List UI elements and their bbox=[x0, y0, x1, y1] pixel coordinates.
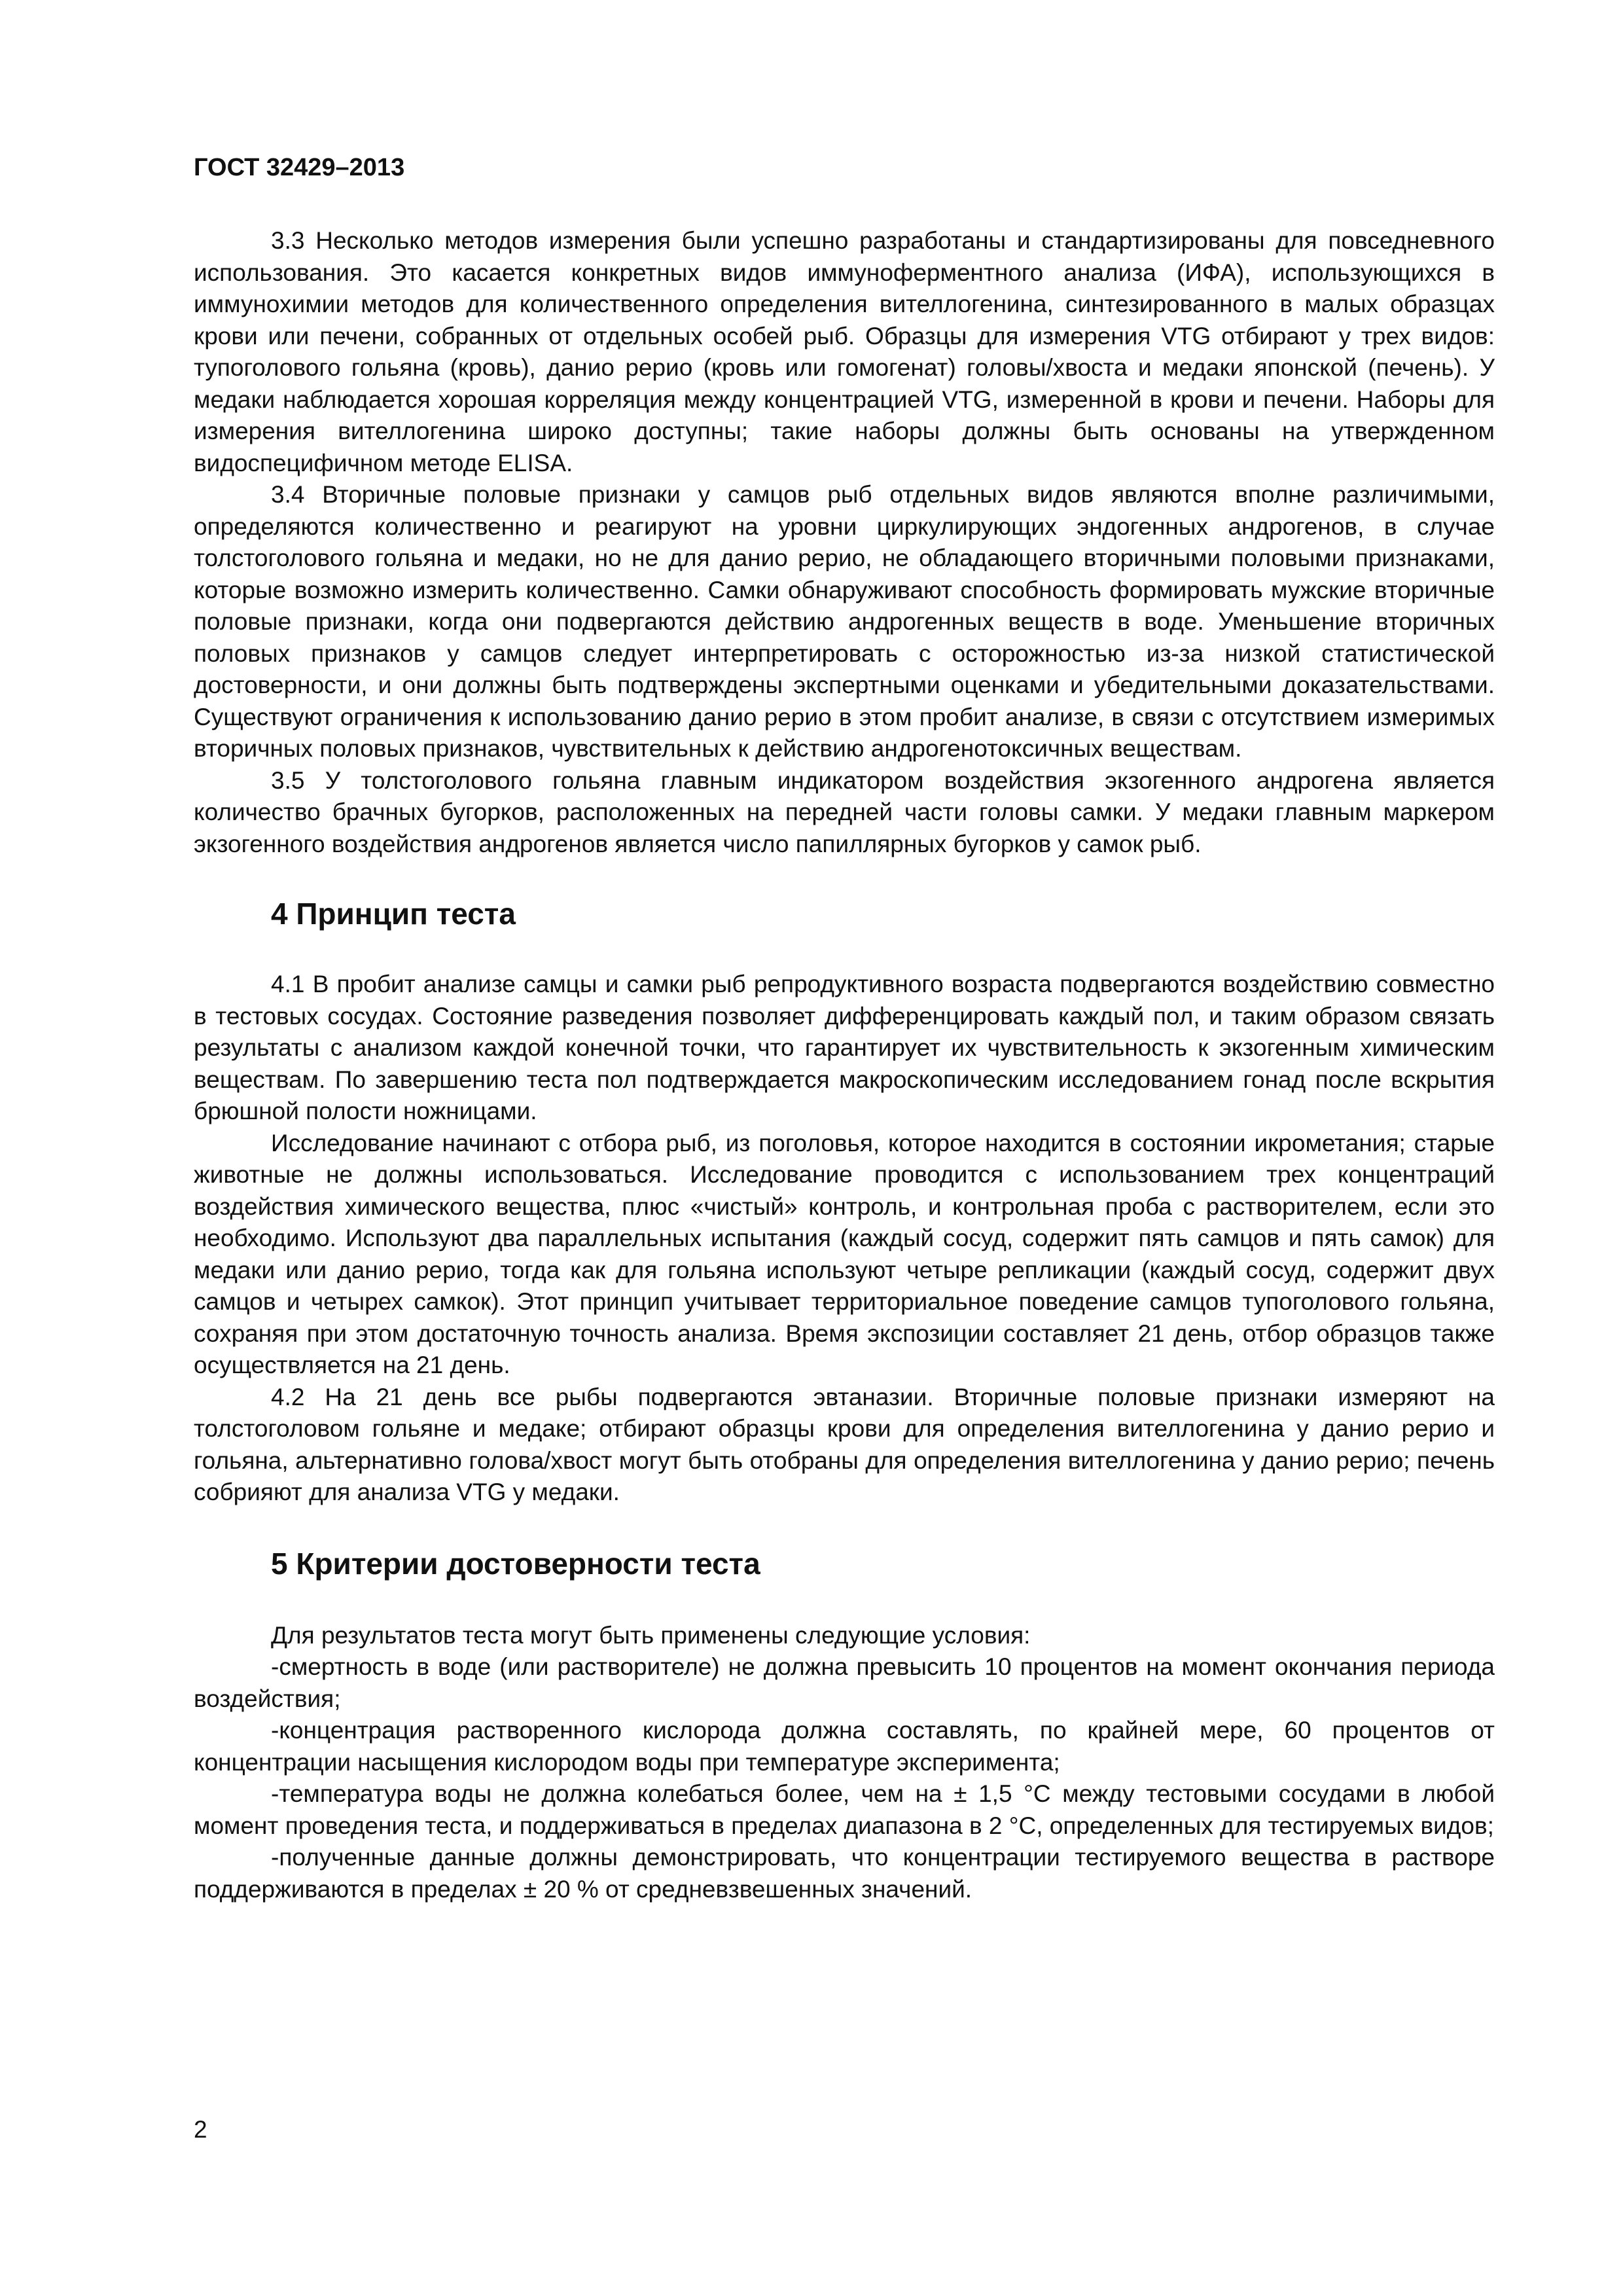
section-5-heading: 5 Критерии достоверности теста bbox=[271, 1546, 760, 1581]
criteria-item-oxygen: -концентрация растворенного кислорода должна составлять, по крайней мере, 60 процентов от концентрации насыщения кислородом воды при температуре эксперимента; bbox=[194, 1717, 1495, 1776]
document-id: ГОСТ 32429–2013 bbox=[194, 154, 405, 181]
section-4-heading: 4 Принцип теста bbox=[271, 897, 516, 931]
section-5-intro: Для результатов теста могут быть применены следующие условия: bbox=[271, 1621, 1031, 1649]
criteria-item-temperature: -температура воды не должна колебаться более, чем на ± 1,5 °С между тестовыми сосудами в любой момент проведения теста, и поддерживаться в пределах диапазона в 2 °С, определенных для тестируемых видов; bbox=[194, 1780, 1495, 1839]
paragraph-3-4: 3.4 Вторичные половые признаки у самцов рыб отдельных видов являются вполне различимыми, определяются количественно и реагируют на уровни циркулирующих эндогенных андрогенов, в случае толстоголового гольяна и медаки, но не для данио рерио, не обладающего вторичными половыми признаками, которые возможно измерить количественно. Самки обнаруживают способность формировать мужские вторичные половые признаки, когда они подвергаются действию андрогенных веществ в воде. Уменьшение вторичных половых признаков у самцов следует интерпретировать с осторожностью из-за низкой статистической достоверности, и они должны быть подтверждены экспертными оценками и убедительными доказательствами. Существуют ограничения к использованию данио рерио в этом пробит анализе, в связи с отсутствием измеримых вторичных половых признаков, чувствительных к действию андрогенотоксичных веществам. bbox=[194, 481, 1495, 762]
page-content bbox=[194, 152, 1495, 1905]
page-number: 2 bbox=[194, 2116, 207, 2143]
paragraph-4-2: 4.2 На 21 день все рыбы подвергаются эвтаназии. Вторичные половые признаки измеряют на толстоголовом гольяне и медаке; отбирают образцы крови для определения вителлогенина у данио рерио и гольяна, альтернативно голова/хвост могут быть отобраны для определения вителлогенина у данио рерио; печень собрияют для анализа VTG у медаки. bbox=[194, 1383, 1495, 1505]
criteria-item-concentration: -полученные данные должны демонстрировать, что концентрации тестируемого вещества в растворе поддерживаются в пределах ± 20 % от средневзвешенных значений. bbox=[194, 1844, 1495, 1903]
paragraph-3-5: 3.5 У толстоголового гольяна главным индикатором воздействия экзогенного андрогена является количество брачных бугорков, расположенных на передней части головы самки. У медаки главным маркером экзогенного воздействия андрогенов является число папиллярных бугорков у самок рыб. bbox=[194, 766, 1495, 857]
paragraph-4-1: 4.1 В пробит анализе самцы и самки рыб репродуктивного возраста подвергаются воздействию совместно в тестовых сосудах. Состояние разведения позволяет дифференцировать каждый пол, и таким образом связать результаты с анализом каждой конечной точки, что гарантирует их чувствительность к экзогенным химическим веществам. По завершению теста пол подтверждается макроскопическим исследованием гонад после вскрытия брюшной полости ножницами. bbox=[194, 971, 1495, 1124]
paragraph-3-3: 3.3 Несколько методов измерения были успешно разработаны и стандартизированы для повседневного использования. Это касается конкретных видов иммуноферментного анализа (ИФА), использующихся в иммунохимии методов для количественного определения вителлогенина, синтезированного в малых образцах крови или печени, собранных от отдельных особей рыб. Образцы для измерения VTG отбирают у трех видов: тупоголового гольяна (кровь), данио рерио (кровь или гомогенат) головы/хвоста и медаки японской (печень). У медаки наблюдается хорошая корреляция между концентрацией VTG, измеренной в крови и печени. Наборы для измерения вителлогенина широко доступны; такие наборы должны быть основаны на утвержденном видоспецифичном методе ELISA. bbox=[194, 227, 1495, 476]
paragraph-4-1-continued: Исследование начинают с отбора рыб, из поголовья, которое находится в состоянии икрометания; старые животные не должны использоваться. Исследование проводится с использованием трех концентраций воздействия химического вещества, плюс «чистый» контроль, и контрольная проба с растворителем, если это необходимо. Используют два параллельных испытания (каждый сосуд, содержит пять самцов и пять самок) для медаки или данио рерио, тогда как для гольяна используют четыре репликации (каждый сосуд, содержит двух самцов и четырех самкок). Этот принцип учитывает территориальное поведение самцов тупоголового гольяна, сохраняя при этом достаточную точность анализа. Время экспозиции составляет 21 день, отбор образцов также осуществляется на 21 день. bbox=[194, 1129, 1495, 1378]
criteria-item-mortality: -смертность в воде (или растворителе) не должна превысить 10 процентов на момент окончания периода воздействия; bbox=[194, 1653, 1495, 1712]
